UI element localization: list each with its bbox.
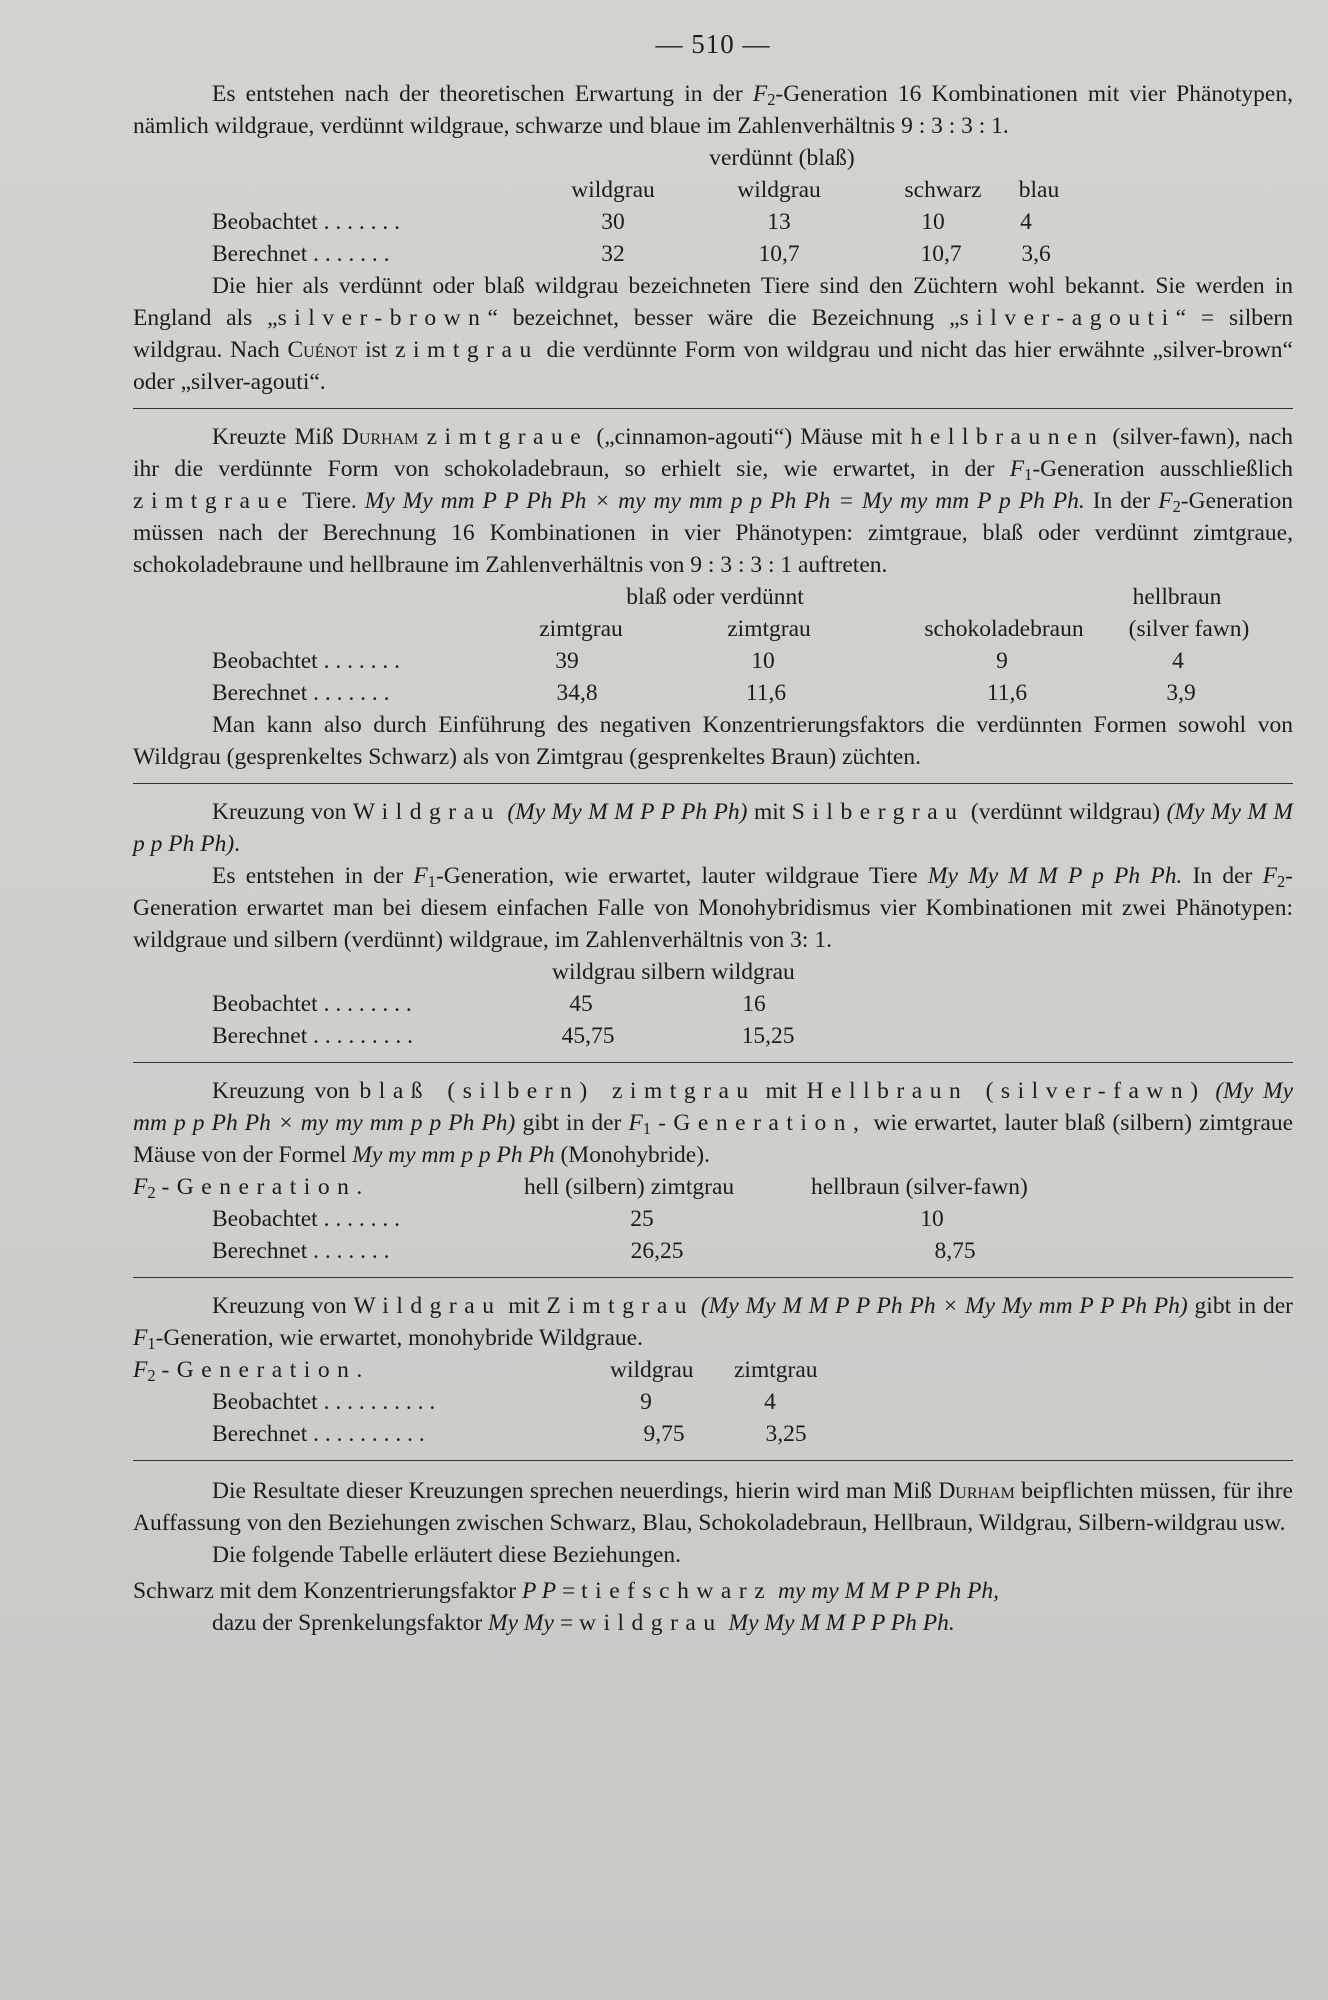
- paragraph-8: Kreuzung von Wildgrau mit Zimtgrau (My My M M P P Ph Ph × My My mm P P Ph Ph) gibt in der $F_1$-Generation, wie erwartet, monohybride Wildgraue.: [133, 1293, 1293, 1354]
- section-divider: [133, 1277, 1293, 1278]
- generation-label: $F_2$ -Generation.: [133, 1174, 370, 1203]
- table-cell: 10: [751, 648, 775, 674]
- table-2-header-top: [133, 581, 1293, 613]
- col-header: wildgrau: [610, 1357, 694, 1383]
- section-divider: [133, 408, 1293, 409]
- table-row: [133, 1203, 1293, 1235]
- table-cell: 34,8: [556, 680, 598, 706]
- table-cell: 39: [555, 648, 579, 674]
- table-cell: 10: [921, 209, 945, 235]
- table-cell: 30: [601, 209, 625, 235]
- table-4: [133, 1171, 1293, 1267]
- table-5-header: [133, 1354, 1293, 1386]
- col-header: wildgrau: [571, 177, 655, 203]
- col-header: zimtgrau: [727, 616, 811, 642]
- paragraph-1: Es entstehen nach der theoretischen Erwartung in der $F_2$-Generation 16 Kombinationen mit vier Phänotypen, nämlich wildgraue, verdünnt wildgraue, schwarze und blaue im Zahlenverhältnis 9 : 3 : 3 : 1.: [133, 81, 1293, 139]
- table-2: [133, 581, 1293, 709]
- row-label: Beobachtet . . . . . . . . . .: [212, 1389, 436, 1415]
- paragraph-3: Kreuzte Miß Durham zimtgraue („cinnamon-agouti“) Mäuse mit hellbraunen (silver-fawn), nach ihr die verdünnte Form von schokoladebraun, so erhielt sie, wie erwartet, in der $F_1$-Generation ausschließlich zimtgraue Tiere. My My mm P P Ph Ph × my my mm p p Ph Ph = My my mm P p Ph Ph. In der $F_2$-Generation müssen nach der Berechnung 16 Kombinationen in vier Phänotypen: zimtgraue, blaß oder verdünnt zimtgraue, schokoladebraune und hellbraune im Zahlenverhältnis von 9 : 3 : 3 : 1 auftreten.: [133, 424, 1294, 578]
- table-row: [133, 206, 1293, 238]
- row-label: Beobachtet . . . . . . .: [212, 648, 400, 674]
- paragraph-12: dazu der Sprenkelungsfaktor My My = wildgrau My My M M P P Ph Ph.: [212, 1610, 955, 1636]
- generation-label: $F_2$ -Generation.: [133, 1357, 370, 1386]
- table-3: [133, 956, 1293, 1052]
- table-cell: 4: [1020, 209, 1032, 235]
- table-row: [133, 988, 1293, 1020]
- table-4-header: [133, 1171, 1293, 1203]
- table-cell: 9: [996, 648, 1008, 674]
- page-content: [133, 28, 1293, 1639]
- paragraph-4: Man kann also durch Einführung des negativen Konzentrierungsfaktors die verdünnten Formen sowohl von Wildgrau (gesprenkeltes Schwarz) als von Zimtgrau (gesprenkeltes Braun) züchten.: [133, 712, 1293, 770]
- col-header-group: verdünnt (blaß): [709, 145, 855, 171]
- col-header: blau: [1018, 177, 1060, 203]
- table-row: [133, 645, 1293, 677]
- row-label: Beobachtet . . . . . . .: [212, 209, 400, 235]
- table-cell: 4: [764, 1389, 776, 1415]
- table-1-header: [133, 174, 1293, 206]
- col-header: schwarz: [904, 177, 982, 203]
- col-header: zimtgrau: [734, 1357, 818, 1383]
- row-label: Beobachtet . . . . . . .: [212, 1206, 400, 1232]
- table-cell: 11,6: [986, 680, 1028, 706]
- table-3-header: [133, 956, 1293, 988]
- table-cell: 9: [640, 1389, 652, 1415]
- table-cell: 16: [742, 991, 766, 1017]
- col-header-group: blaß oder verdünnt: [626, 584, 804, 610]
- table-cell: 9,75: [643, 1421, 685, 1447]
- table-cell: 25: [630, 1206, 654, 1232]
- table-cell: 3,9: [1166, 680, 1196, 706]
- paragraph-7: Kreuzung von blaß (silbern) zimtgrau mit Hellbraun (silver-fawn) (My My mm p p Ph Ph × my my mm p p Ph Ph) gibt in der $F_1$ -Generation, wie erwartet, lauter blaß (silbern) zimtgraue Mäuse von der Formel My my mm p p Ph Ph (Monohybride).: [133, 1078, 1294, 1168]
- paragraph-5: Kreuzung von Wildgrau (My My M M P P Ph Ph) mit Silbergrau (verdünnt wildgrau) (My My M M p p Ph Ph).: [133, 799, 1293, 857]
- table-row: [133, 677, 1293, 709]
- paragraph-2: Die hier als verdünnt oder blaß wildgrau bezeichneten Tiere sind den Züchtern wohl bekannt. Sie werden in England als „silver-brown“ bezeichnet, besser wäre die Bezeichnung „silver-agouti“ = silbern wildgrau. Nach Cuénot ist zimtgrau die verdünnte Form von wildgrau und nicht das hier erwähnte „silver-brown“ oder „silver-agouti“.: [133, 273, 1293, 395]
- col-header: schokoladebraun: [924, 616, 1084, 642]
- row-label: Berechnet . . . . . . .: [212, 1238, 390, 1264]
- section-divider: [133, 1062, 1293, 1063]
- table-cell: 11,6: [745, 680, 787, 706]
- row-label: Berechnet . . . . . . . . .: [212, 1023, 414, 1049]
- table-cell: 32: [601, 241, 625, 267]
- table-cell: 10: [920, 1206, 944, 1232]
- section-divider: [133, 783, 1293, 784]
- page-number: — 510 —: [655, 29, 771, 59]
- row-label: Berechnet . . . . . . .: [212, 241, 390, 267]
- col-header-group: hellbraun: [1132, 584, 1222, 610]
- table-cell: 26,25: [630, 1238, 684, 1264]
- table-cell: 3,25: [765, 1421, 807, 1447]
- table-row: [133, 238, 1293, 270]
- col-header: wildgrau silbern wildgrau: [552, 959, 795, 985]
- table-cell: 45,75: [561, 1023, 615, 1049]
- col-header: hell (silbern) zimtgrau: [524, 1174, 735, 1200]
- row-label: Berechnet . . . . . . . . . .: [212, 1421, 425, 1447]
- table-cell: 15,25: [741, 1023, 795, 1049]
- table-1-header-top: [133, 142, 1293, 174]
- table-cell: 3,6: [1021, 241, 1051, 267]
- table-cell: 13: [767, 209, 791, 235]
- table-cell: 8,75: [934, 1238, 976, 1264]
- col-header: zimtgrau: [539, 616, 623, 642]
- row-label: Berechnet . . . . . . .: [212, 680, 390, 706]
- row-label: Beobachtet . . . . . . . .: [212, 991, 412, 1017]
- col-header: wildgrau: [737, 177, 821, 203]
- table-cell: 4: [1172, 648, 1184, 674]
- table-row: [133, 1386, 1293, 1418]
- section-divider: [133, 1460, 1293, 1461]
- table-cell: 10,7: [920, 241, 962, 267]
- table-1: [133, 142, 1293, 270]
- paragraph-6: Es entstehen in der $F_1$-Generation, wie erwartet, lauter wildgraue Tiere My My M M P p Ph Ph. In der $F_2$-Generation erwartet man bei diesem einfachen Falle von Monohybridismus vier Kombinationen mit zwei Phänotypen: wildgraue und silbern (verdünnt) wildgraue, im Zahlenverhältnis von 3: 1.: [133, 863, 1293, 953]
- table-5: [133, 1354, 1293, 1450]
- table-cell: 10,7: [758, 241, 800, 267]
- col-header: (silver fawn): [1128, 616, 1250, 642]
- paragraph-10: Die folgende Tabelle erläutert diese Beziehungen.: [212, 1542, 682, 1568]
- table-2-header: [133, 613, 1293, 645]
- paragraph-9: Die Resultate dieser Kreuzungen sprechen neuerdings, hierin wird man Miß Durham beipflichten müssen, für ihre Auffassung von den Beziehungen zwischen Schwarz, Blau, Schokoladebraun, Hellbraun, Wildgrau, Silbern-wildgrau usw.: [133, 1478, 1293, 1536]
- paragraph-11: Schwarz mit dem Konzentrierungsfaktor P P = tiefschwarz my my M M P P Ph Ph,: [133, 1578, 1000, 1604]
- table-row: [133, 1235, 1293, 1267]
- table-cell: 45: [569, 991, 593, 1017]
- col-header: hellbraun (silver-fawn): [811, 1174, 1028, 1200]
- table-row: [133, 1020, 1293, 1052]
- table-row: [133, 1418, 1293, 1450]
